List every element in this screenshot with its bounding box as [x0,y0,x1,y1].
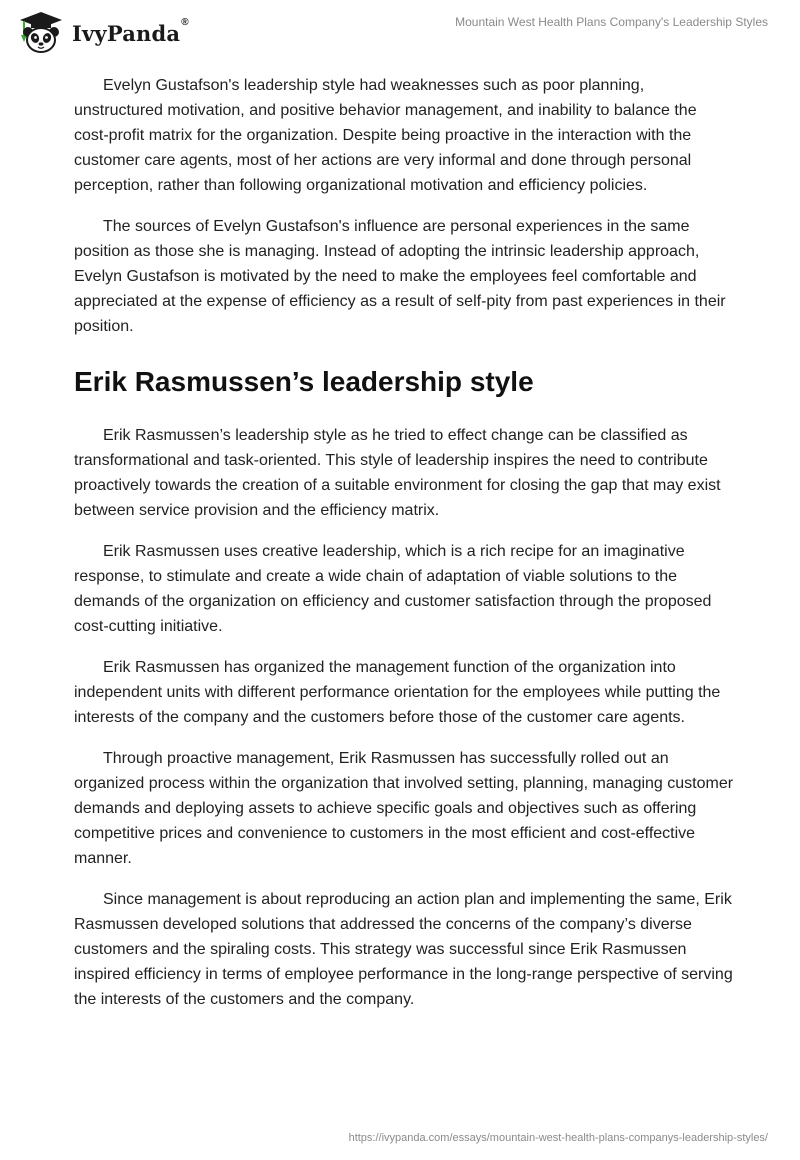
paragraph: Erik Rasmussen’s leadership style as he tried to effect change can be classified as transformational and task-oriented. This style of leadership inspires the need to contribute proactively towards the creation of a suitable environment for closing the gap that may exist between service provision and the efficiency matrix. [74,427,721,519]
paragraph: Erik Rasmussen uses creative leadership, which is a rich recipe for an imaginative response, to stimulate and create a wide chain of adaptation of viable solutions to the demands of the organization on efficiency and customer satisfaction through the proposed cost-cutting initiative. [74,543,712,635]
document-title: Mountain West Health Plans Company's Leadership Styles [455,15,768,29]
logo-wordmark: IvyPanda® [72,16,189,46]
ivypanda-logo[interactable] [16,10,189,54]
source-url[interactable]: https://ivypanda.com/essays/mountain-west-health-plans-companys-leadership-styles/ [348,1132,768,1144]
essay-content [74,73,734,1028]
registered-mark: ® [181,16,189,28]
section-heading: Erik Rasmussen’s leadership style [74,366,534,397]
paragraph: Through proactive management, Erik Rasmussen has successfully rolled out an organized process within the organization that involved setting, planning, managing customer demands and deploying assets to achieve specific goals and objectives such as offering competitive prices and convenience to customers in the most efficient and cost-effective manner. [74,750,734,867]
paragraph: The sources of Evelyn Gustafson's influence are personal experiences in the same position as those she is managing. Instead of adopting the intrinsic leadership approach, Evelyn Gustafson is motivated by the need to make the employees feel comfortable and appreciated at the expense of efficiency as a result of self-pity from past experiences in their position. [74,218,726,335]
paragraph: Since management is about reproducing an action plan and implementing the same, Erik Rasmussen developed solutions that addressed the concerns of the company’s diverse customers and the spiraling costs. This strategy was successful since Erik Rasmussen inspired efficiency in terms of employee performance in the long-range perspective of serving the interests of the customers and the company. [74,891,733,1008]
page-header [0,0,800,64]
paragraph: Evelyn Gustafson's leadership style had weaknesses such as poor planning, unstructured motivation, and positive behavior management, and inability to balance the cost-profit matrix for the organization. Despite being proactive in the interaction with the customer care agents, most of her actions are very informal and done through personal perception, rather than following organizational motivation and efficiency policies. [74,77,697,194]
paragraph: Erik Rasmussen has organized the management function of the organization into independent units with different performance orientation for the employees while putting the interests of the company and the customers before those of the customer care agents. [74,659,721,726]
panda-mascot-icon [16,10,66,54]
